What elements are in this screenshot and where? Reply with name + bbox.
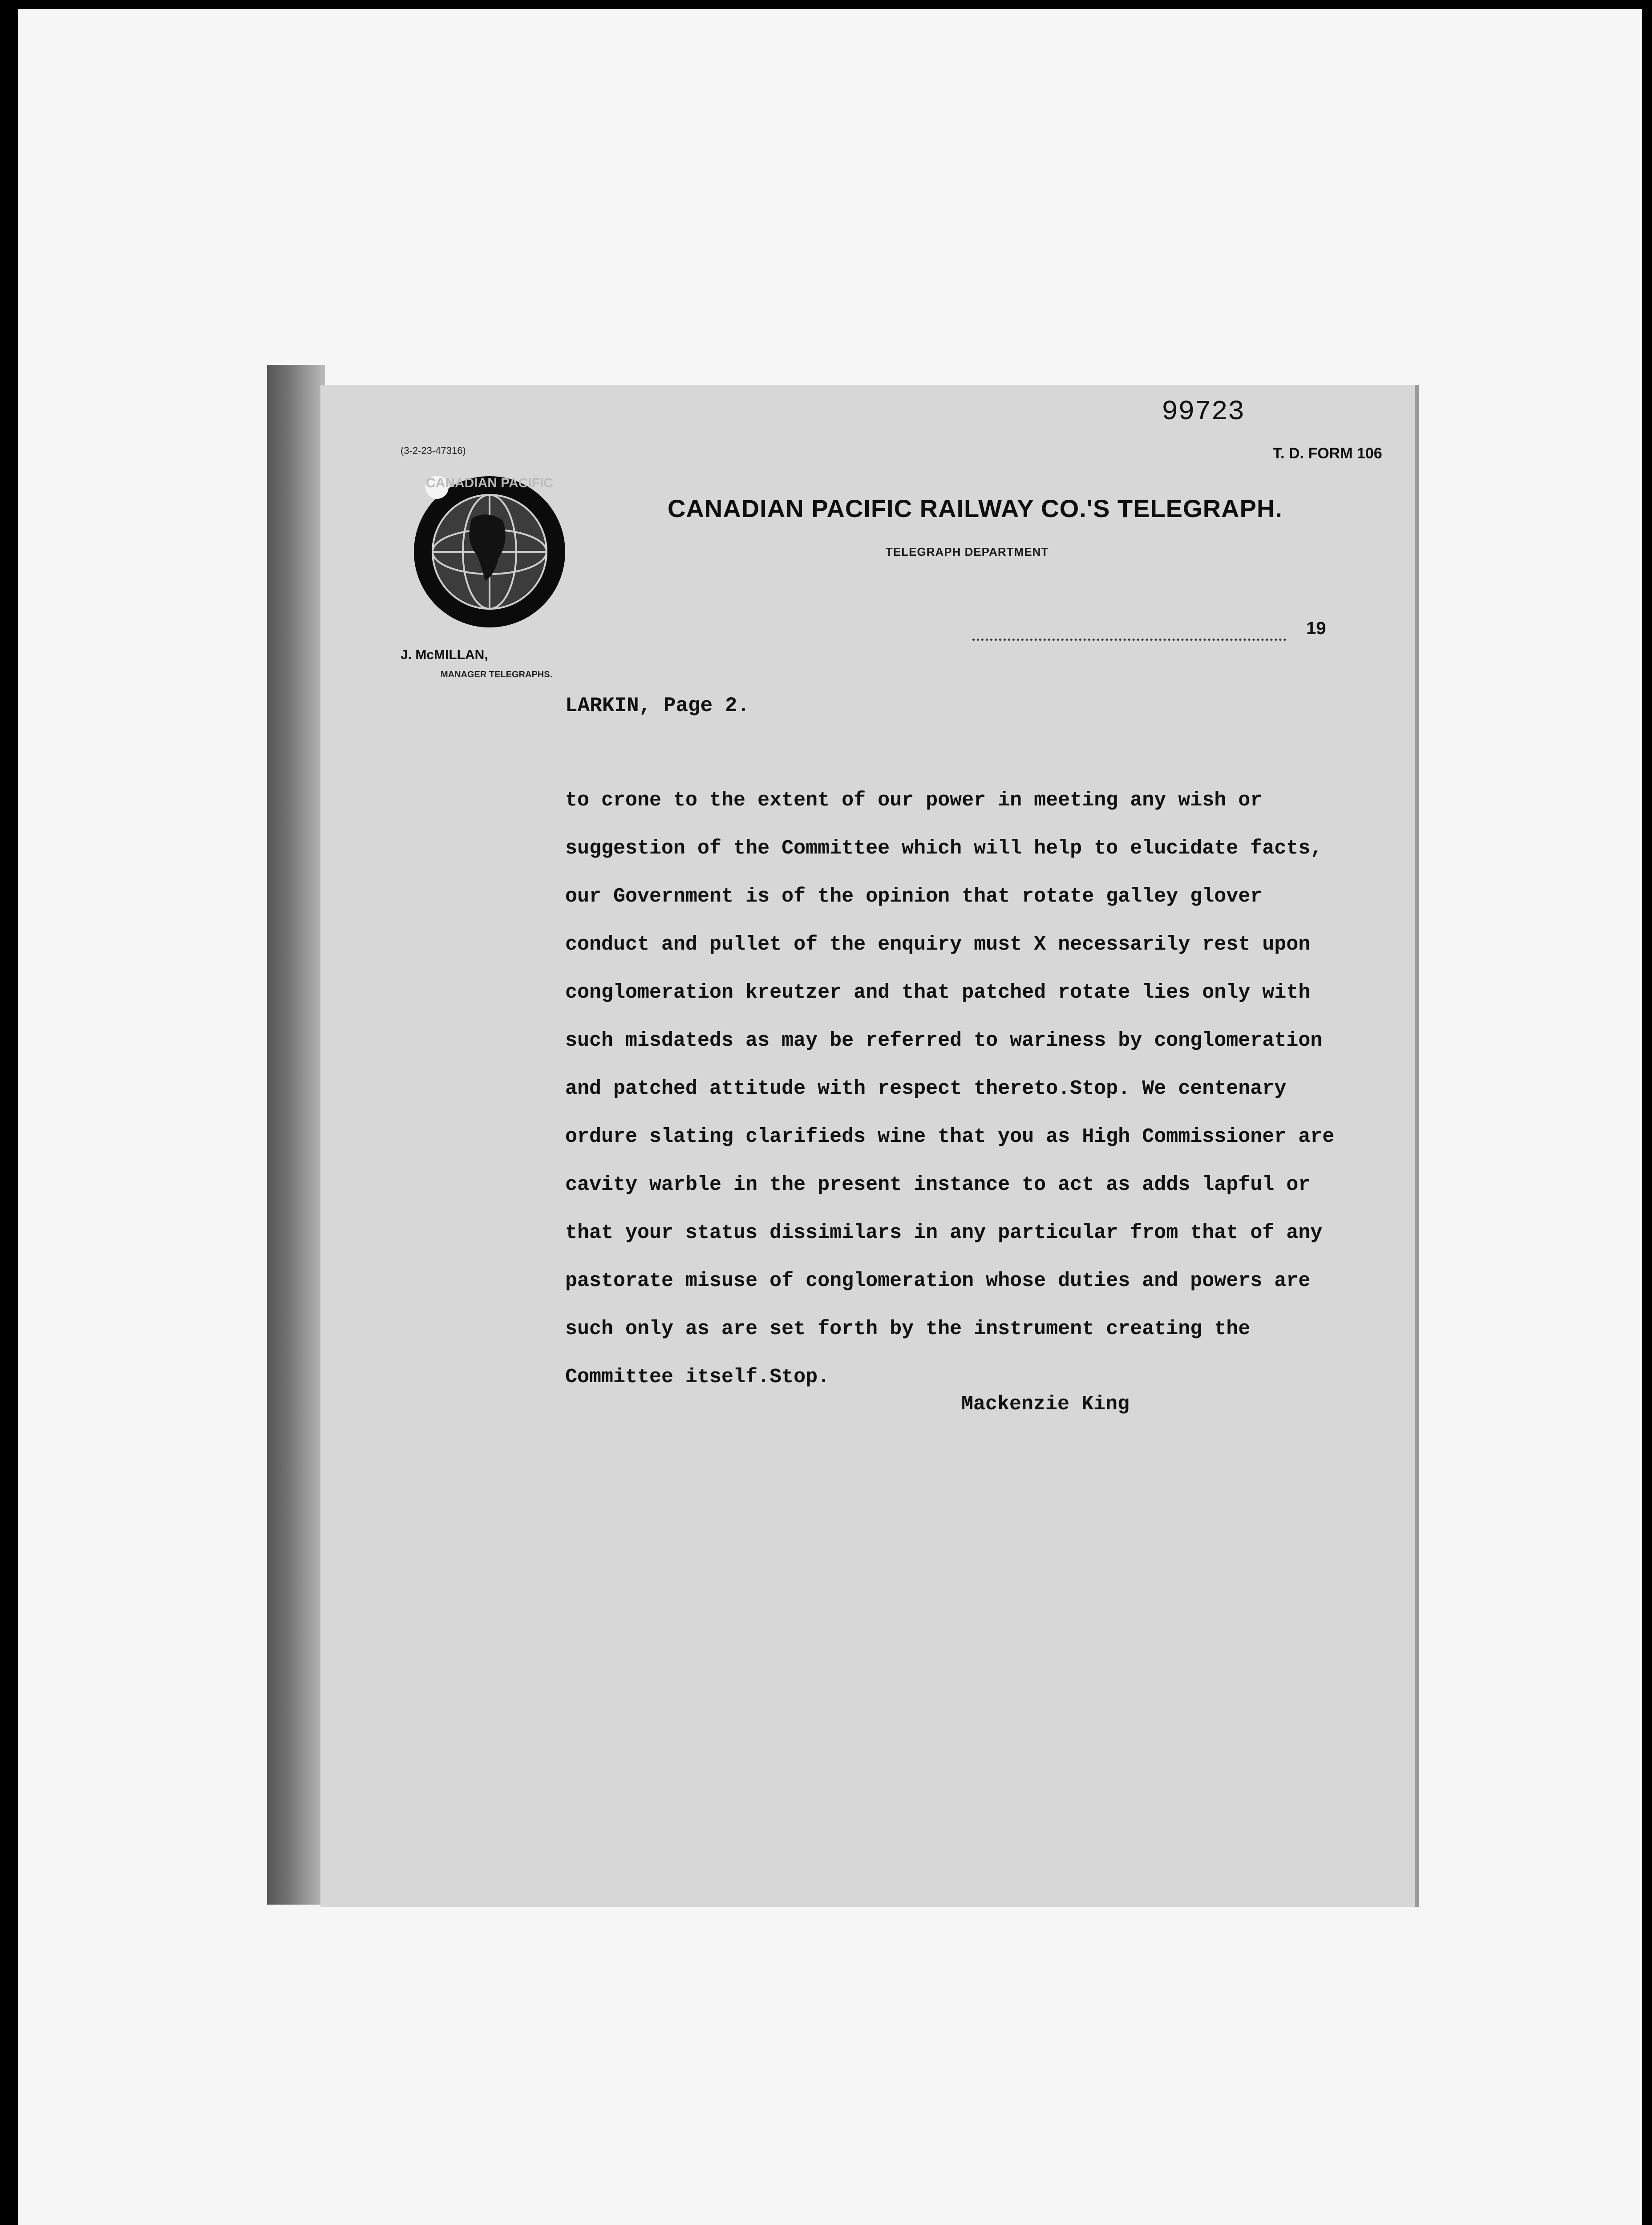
page-heading: LARKIN, Page 2. [565,694,750,717]
svg-text:CANADIAN PACIFIC: CANADIAN PACIFIC [425,476,554,490]
serial-number: 99723 [1162,396,1245,428]
message-line: ordure slating clarifieds wine that you as High Commissioner are [565,1125,1335,1148]
message-line: such misdateds as may be referred to wariness by conglomeration [565,1029,1323,1052]
sheet-shadow [267,365,325,1905]
date-line [972,639,1286,641]
manager-title: MANAGER TELEGRAPHS. [441,670,553,680]
manager-name: J. McMILLAN, [401,647,488,662]
message-line: our Government is of the opinion that rotate galley glover [565,885,1263,908]
print-code: (3-2-23-47316) [401,445,466,456]
message-line: such only as are set forth by the instrument creating the [565,1318,1251,1340]
signature: Mackenzie King [961,1393,1130,1416]
telegram-sheet [320,385,1415,1907]
message-body [565,777,1411,1401]
company-name: CANADIAN PACIFIC RAILWAY CO.'S TELEGRAPH. [668,494,1283,522]
date-year-prefix: 19 [1306,619,1326,638]
message-line: conglomeration kreutzer and that patched rotate lies only with [565,981,1311,1004]
message-line: suggestion of the Committee which will help to elucidate facts, [565,837,1323,860]
message-line: pastorate misuse of conglomeration whose duties and powers are [565,1270,1311,1292]
message-line: to crone to the extent of our power in meeting any wish or [565,789,1263,812]
cpr-globe-logo [409,469,570,630]
microfilm-frame [18,9,1642,2225]
message-line: that your status dissimilars in any particular from that of any [565,1222,1323,1244]
message-line: conduct and pullet of the enquiry must X necessarily rest upon [565,933,1311,956]
form-number: T. D. FORM 106 [1273,445,1382,462]
message-line: cavity warble in the present instance to act as adds lapful or [565,1173,1311,1196]
department: TELEGRAPH DEPARTMENT [886,545,1049,558]
message-line: Committee itself.Stop. [565,1366,830,1388]
message-line: and patched attitude with respect thereto.Stop. We centenary [565,1077,1287,1100]
